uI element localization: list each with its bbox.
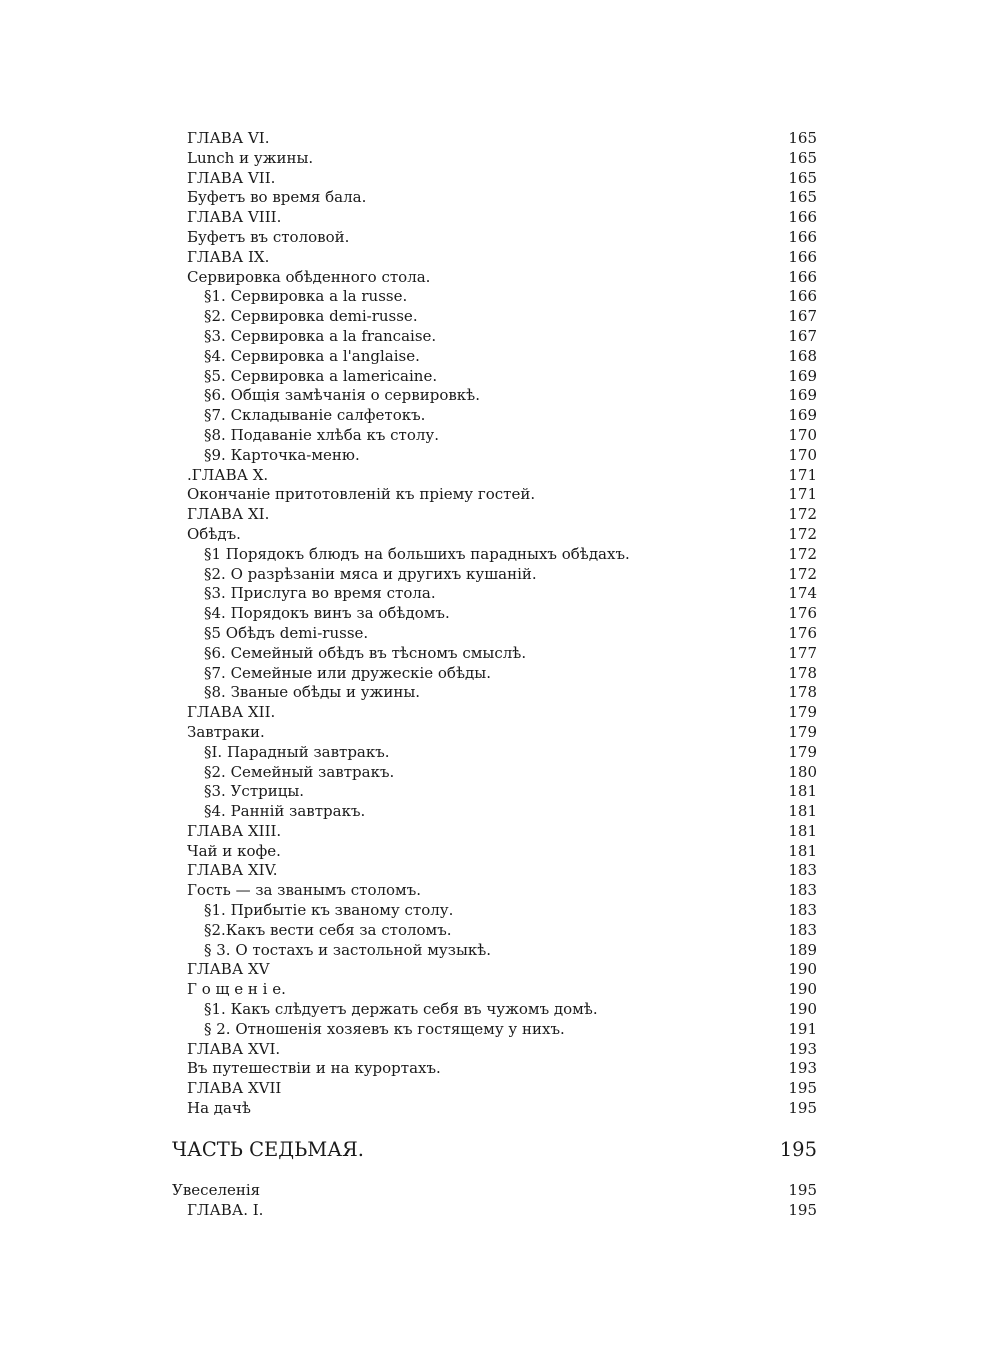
toc-entry-title: На дачѣ [187, 1099, 251, 1118]
toc-entry-page-number: 169 [788, 406, 817, 425]
toc-chapter-entry [0, 881, 1000, 901]
toc-entry-title: §1. Сервировка а la russe. [204, 287, 408, 306]
toc-section-entry [0, 446, 1000, 466]
toc-entry-title: §4. Порядокъ винъ за обѣдомъ. [204, 604, 450, 623]
toc-entry-title: ГЛАВА. I. [187, 1200, 264, 1219]
toc-chapter-entry [0, 248, 1000, 268]
toc-chapter-entry [0, 149, 1000, 169]
toc-section-entry [0, 802, 1000, 822]
toc-entry-page-number: 181 [788, 821, 817, 840]
toc-entry-page-number: 169 [788, 386, 817, 405]
toc-entry-page-number: 169 [788, 366, 817, 385]
toc-entry-page-number: 165 [788, 188, 817, 207]
toc-entry-page-number: 183 [788, 861, 817, 880]
toc-entry-title: §3. Сервировка а la francaise. [204, 326, 437, 345]
toc-entry-page-number: 172 [788, 505, 817, 524]
toc-entry-page-number: 179 [788, 722, 817, 741]
toc-entry-page-number: 183 [788, 901, 817, 920]
toc-entry-title: §3. Прислуга во время стола. [204, 584, 436, 603]
toc-entry-page-number: 167 [788, 326, 817, 345]
toc-chapter-entry [0, 505, 1000, 525]
toc-entry-title: §5. Сервировка а lamericaine. [204, 366, 438, 385]
toc-entry-page-number: 178 [788, 683, 817, 702]
toc-entry-page-number: 166 [788, 267, 817, 286]
toc-entry-page-number: 171 [788, 485, 817, 504]
toc-entry-title: §2. О разрѣзаніи мяса и другихъ кушаній. [204, 564, 537, 583]
toc-section-entry [0, 604, 1000, 624]
toc-entry-page-number: 181 [788, 782, 817, 801]
toc-entry-title: ГЛАВА VIII. [187, 208, 282, 227]
toc-section-entry [0, 307, 1000, 327]
toc-entry-title: §4. Ранній завтракъ. [204, 802, 366, 821]
toc-entry-page-number: 183 [788, 881, 817, 900]
toc-section-entry [0, 624, 1000, 644]
toc-entry-page-number: 170 [788, 425, 817, 444]
toc-entry-title: ГЛАВА XIII. [187, 821, 282, 840]
toc-section-entry [0, 386, 1000, 406]
toc-entry-page-number: 193 [788, 1059, 817, 1078]
toc-entry-title: Увеселенія [172, 1180, 261, 1199]
toc-section-entry [0, 1020, 1000, 1040]
toc-entry-title: §2.Какъ вести себя за столомъ. [204, 920, 452, 939]
toc-entry-page-number: 178 [788, 663, 817, 682]
toc-entry-page-number: 183 [788, 920, 817, 939]
toc-section-entry [0, 664, 1000, 684]
toc-section-entry [0, 763, 1000, 783]
toc-entry-title: §7. Складываніе салфетокъ. [204, 406, 426, 425]
toc-entry-title: §7. Семейные или дружескіе обѣды. [204, 663, 491, 682]
toc-entry-page-number: 179 [788, 742, 817, 761]
toc-section-entry [0, 347, 1000, 367]
part-title: ЧАСТЬ СЕДЬМАЯ. [172, 1137, 364, 1161]
toc-entry-title: §8. Званые обѣды и ужины. [204, 683, 421, 702]
toc-chapter-entry [0, 208, 1000, 228]
toc-entry-page-number: 172 [788, 524, 817, 543]
toc-entry-page-number: 190 [788, 980, 817, 999]
toc-entry-title: §8. Подаваніе хлѣба къ столу. [204, 425, 440, 444]
toc-entry-page-number: 176 [788, 623, 817, 642]
toc-entry-title: ГЛАВА XVII [187, 1079, 282, 1098]
toc-chapter-entry [0, 723, 1000, 743]
toc-entry-page-number: 181 [788, 802, 817, 821]
toc-chapter-entry [0, 861, 1000, 881]
toc-chapter-entry [0, 1079, 1000, 1099]
toc-chapter-entry [0, 980, 1000, 1000]
toc-entry-title: §9. Карточка-меню. [204, 445, 360, 464]
toc-entry-page-number: 166 [788, 287, 817, 306]
toc-entry-page-number: 166 [788, 208, 817, 227]
toc-section-entry [0, 367, 1000, 387]
toc-section-entry [0, 406, 1000, 426]
toc-list-part-six [0, 129, 1000, 1119]
toc-list-part-seven [0, 1181, 1000, 1221]
toc-chapter-entry [0, 1099, 1000, 1119]
toc-entry-title: Обѣдъ. [187, 524, 241, 543]
toc-entry-page-number: 174 [788, 584, 817, 603]
toc-section-entry [0, 941, 1000, 961]
toc-entry-page-number: 181 [788, 841, 817, 860]
toc-entry-page-number: 177 [788, 643, 817, 662]
toc-entry-title: § 2. Отношенія хозяевъ къ гостящему у нихъ. [204, 1019, 565, 1038]
toc-chapter-entry [0, 485, 1000, 505]
toc-chapter-entry [0, 1201, 1000, 1221]
toc-entry-page-number: 168 [788, 346, 817, 365]
toc-entry-page-number: 195 [788, 1079, 817, 1098]
toc-entry-title: ГЛАВА VI. [187, 129, 270, 147]
toc-part-heading [0, 1119, 1000, 1181]
toc-chapter-entry [0, 960, 1000, 980]
toc-entry-page-number: 195 [788, 1180, 817, 1199]
toc-entry-title: §5 Обѣдъ demi-russe. [204, 623, 369, 642]
toc-entry-page-number: 166 [788, 247, 817, 266]
toc-entry-title: § 3. О тостахъ и застольной музыкѣ. [204, 940, 492, 959]
toc-chapter-entry [0, 169, 1000, 189]
toc-entry-title: ГЛАВА VII. [187, 168, 276, 187]
toc-entry-title: Г о щ е н і е. [187, 980, 286, 999]
toc-section-entry [0, 782, 1000, 802]
toc-section-entry [0, 426, 1000, 446]
toc-entry-title: §I. Парадный завтракъ. [204, 742, 390, 761]
toc-entry-title: §4. Сервировка а l'anglaise. [204, 346, 420, 365]
toc-section-entry [0, 287, 1000, 307]
toc-entry-page-number: 165 [788, 148, 817, 167]
toc-chapter-entry [0, 1181, 1000, 1201]
toc-entry-page-number: 172 [788, 564, 817, 583]
toc-entry-page-number: 180 [788, 762, 817, 781]
toc-section-entry [0, 644, 1000, 664]
toc-entry-title: ГЛАВА IX. [187, 247, 270, 266]
toc-section-entry [0, 921, 1000, 941]
table-of-contents [0, 129, 1000, 1220]
toc-chapter-entry [0, 703, 1000, 723]
toc-entry-title: Окончаніе притотовленій къ пріему гостей. [187, 485, 536, 504]
toc-section-entry [0, 584, 1000, 604]
toc-chapter-entry [0, 228, 1000, 248]
toc-chapter-entry [0, 268, 1000, 288]
toc-entry-page-number: 170 [788, 445, 817, 464]
toc-entry-title: §3. Устрицы. [204, 782, 305, 801]
part-page-number: 195 [779, 1137, 817, 1161]
toc-chapter-entry [0, 842, 1000, 862]
toc-entry-title: §6. Семейный обѣдъ въ тѣсномъ смыслѣ. [204, 643, 527, 662]
toc-entry-page-number: 195 [788, 1099, 817, 1118]
toc-chapter-entry [0, 822, 1000, 842]
toc-section-entry [0, 901, 1000, 921]
toc-entry-title: Чай и кофе. [187, 841, 281, 860]
toc-entry-page-number: 171 [788, 465, 817, 484]
toc-entry-title: ГЛАВА XIV. [187, 861, 278, 880]
toc-entry-page-number: 167 [788, 307, 817, 326]
toc-chapter-entry [0, 129, 1000, 149]
toc-entry-title: §6. Общія замѣчанія о сервировкѣ. [204, 386, 480, 405]
toc-entry-page-number: 166 [788, 227, 817, 246]
toc-section-entry [0, 327, 1000, 347]
toc-entry-page-number: 172 [788, 544, 817, 563]
toc-chapter-entry [0, 525, 1000, 545]
toc-section-entry [0, 1000, 1000, 1020]
toc-entry-title: §1 Порядокъ блюдъ на большихъ парадныхъ обѣдахъ. [204, 544, 630, 563]
toc-entry-page-number: 165 [788, 129, 817, 147]
toc-entry-page-number: 189 [788, 940, 817, 959]
toc-chapter-entry [0, 1040, 1000, 1060]
toc-entry-title: §2. Сервировка demi-russe. [204, 307, 418, 326]
toc-entry-title: .ГЛАВА X. [187, 465, 269, 484]
toc-entry-title: Завтраки. [187, 722, 265, 741]
toc-entry-title: ГЛАВА XVI. [187, 1039, 281, 1058]
toc-entry-title: §1. Какъ слѣдуетъ держать себя въ чужомъ домѣ. [204, 1000, 598, 1019]
toc-entry-title: Буфетъ въ столовой. [187, 227, 350, 246]
toc-entry-page-number: 195 [788, 1200, 817, 1219]
toc-entry-title: ГЛАВА XI. [187, 505, 270, 524]
toc-section-entry [0, 683, 1000, 703]
toc-entry-page-number: 191 [788, 1019, 817, 1038]
toc-chapter-entry [0, 188, 1000, 208]
toc-entry-title: Lunch и ужины. [187, 148, 314, 167]
toc-entry-title: ГЛАВА XII. [187, 703, 276, 722]
toc-entry-page-number: 190 [788, 960, 817, 979]
toc-entry-title: §2. Семейный завтракъ. [204, 762, 395, 781]
toc-entry-title: Буфетъ во время бала. [187, 188, 367, 207]
toc-section-entry [0, 545, 1000, 565]
toc-entry-title: §1. Прибытіе къ званому столу. [204, 901, 454, 920]
toc-entry-page-number: 176 [788, 604, 817, 623]
toc-entry-title: ГЛАВА XV [187, 960, 270, 979]
toc-entry-page-number: 190 [788, 1000, 817, 1019]
toc-section-entry [0, 743, 1000, 763]
toc-entry-page-number: 179 [788, 703, 817, 722]
toc-entry-title: Сервировка обѣденного стола. [187, 267, 431, 286]
toc-entry-title: Гость — за званымъ столомъ. [187, 881, 422, 900]
toc-section-entry [0, 565, 1000, 585]
toc-entry-page-number: 165 [788, 168, 817, 187]
toc-chapter-entry [0, 1059, 1000, 1079]
toc-entry-page-number: 193 [788, 1039, 817, 1058]
toc-chapter-entry [0, 466, 1000, 486]
toc-entry-title: Въ путешествіи и на курортахъ. [187, 1059, 441, 1078]
